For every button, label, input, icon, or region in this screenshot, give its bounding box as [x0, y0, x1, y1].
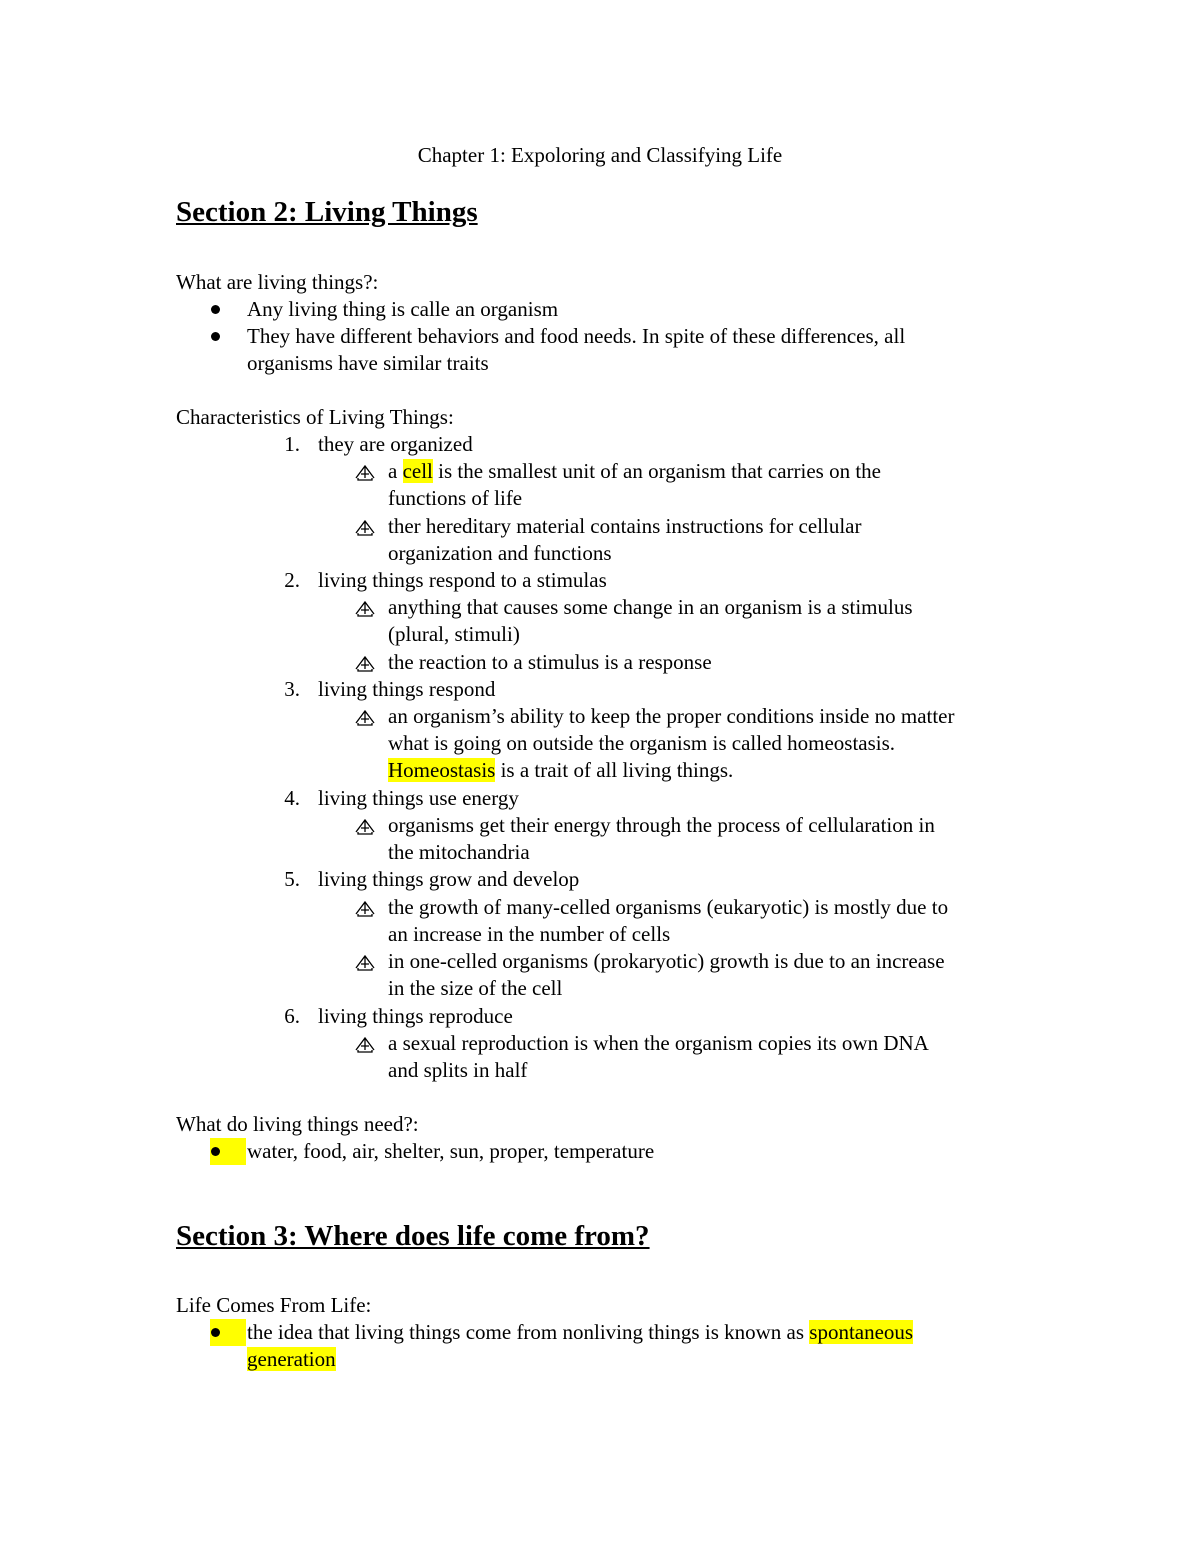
sub-item: ther hereditary material contains instructions for cellular: [388, 514, 862, 538]
numbered-item: they are organized: [318, 432, 473, 456]
bullet-icon: [210, 1138, 246, 1165]
sub-item-continuation: organization and functions: [388, 541, 612, 565]
sub-item-text: a: [388, 459, 403, 483]
book-icon: [355, 817, 375, 835]
sub-item: a sexual reproduction is when the organism copies its own DNA: [388, 1031, 929, 1055]
sub-item: an organism’s ability to keep the proper conditions inside no matter: [388, 704, 955, 728]
list-item: [247, 1319, 913, 1346]
item-number: 1.: [284, 432, 300, 456]
sub-item-continuation: the mitochandria: [388, 840, 530, 864]
sub-item: organisms get their energy through the process of cellularation in: [388, 813, 935, 837]
item-number: 6.: [284, 1004, 300, 1028]
sub-item-continuation: (plural, stimuli): [388, 622, 520, 646]
sub-item-continuation: [388, 757, 733, 784]
numbered-item: living things use energy: [318, 786, 519, 810]
bullet-icon: [210, 323, 222, 350]
sub-item: [388, 458, 881, 485]
numbered-item: living things grow and develop: [318, 867, 580, 891]
question-what-are-living-things: What are living things?:: [176, 270, 379, 294]
sub-item-continuation: functions of life: [388, 486, 523, 510]
list-item-continuation: [247, 1346, 336, 1373]
sub-item-text: is the smallest unit of an organism that carries on the: [432, 459, 881, 483]
book-icon: [355, 708, 375, 726]
list-item: They have different behaviors and food needs. In spite of these differences, all: [247, 324, 906, 348]
bullet-icon: [210, 1319, 246, 1346]
sub-item-continuation: and splits in half: [388, 1058, 528, 1082]
life-comes-from-life-label: Life Comes From Life:: [176, 1293, 372, 1317]
highlighted-term: spontaneous: [809, 1320, 914, 1344]
numbered-item: living things respond: [318, 677, 496, 701]
bullet-icon: [210, 296, 222, 323]
sub-item-continuation: in the size of the cell: [388, 976, 563, 1000]
sub-item: the growth of many-celled organisms (eukaryotic) is mostly due to: [388, 895, 949, 919]
characteristics-label: Characteristics of Living Things:: [176, 405, 454, 429]
list-item: water, food, air, shelter, sun, proper, temperature: [247, 1139, 655, 1163]
chapter-title: Chapter 1: Expoloring and Classifying Life: [417, 143, 783, 167]
sub-item-continuation: what is going on outside the organism is called homeostasis.: [388, 731, 896, 755]
sub-item: anything that causes some change in an organism is a stimulus: [388, 595, 913, 619]
item-number: 5.: [284, 867, 300, 891]
highlighted-term: generation: [247, 1347, 336, 1371]
section-2-heading: Section 2: Living Things: [176, 196, 478, 228]
item-number: 4.: [284, 786, 300, 810]
list-item-text: the idea that living things come from nonliving things is known as: [247, 1320, 810, 1344]
list-item-continuation: organisms have similar traits: [247, 351, 489, 375]
item-number: 2.: [284, 568, 300, 592]
highlighted-term: Homeostasis: [388, 758, 496, 782]
book-icon: [355, 899, 375, 917]
numbered-item: living things reproduce: [318, 1004, 513, 1028]
sub-item-continuation: an increase in the number of cells: [388, 922, 671, 946]
book-icon: [355, 518, 375, 536]
book-icon: [355, 654, 375, 672]
book-icon: [355, 1035, 375, 1053]
sub-item: the reaction to a stimulus is a response: [388, 650, 712, 674]
item-number: 3.: [284, 677, 300, 701]
book-icon: [355, 463, 375, 481]
numbered-item: living things respond to a stimulas: [318, 568, 607, 592]
question-what-do-living-things-need: What do living things need?:: [176, 1112, 419, 1136]
sub-item-text: is a trait of all living things.: [495, 758, 734, 782]
highlighted-term: cell: [402, 459, 433, 483]
book-icon: [355, 953, 375, 971]
book-icon: [355, 599, 375, 617]
sub-item: in one-celled organisms (prokaryotic) growth is due to an increase: [388, 949, 945, 973]
list-item: Any living thing is calle an organism: [247, 297, 559, 321]
section-3-heading: Section 3: Where does life come from?: [176, 1220, 650, 1252]
